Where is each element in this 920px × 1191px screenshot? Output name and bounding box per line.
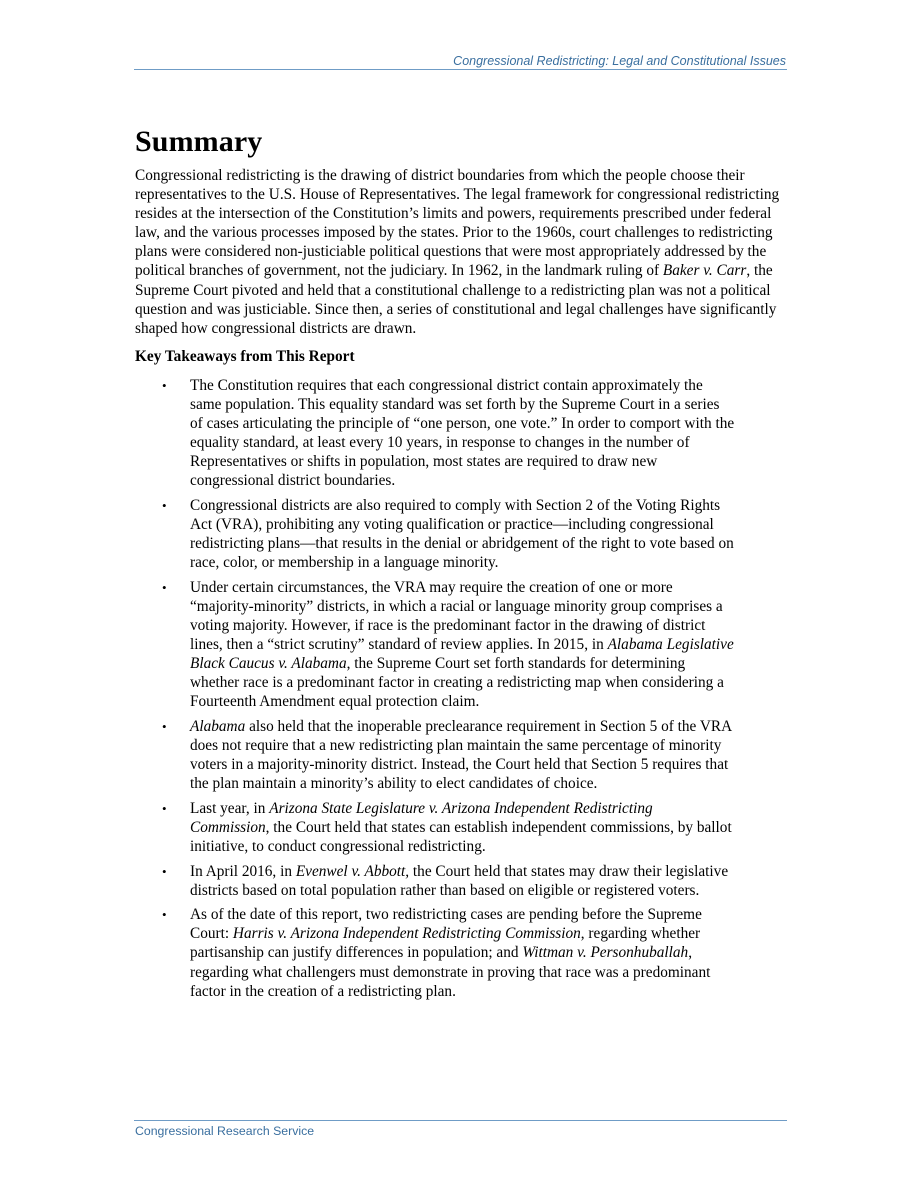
header-rule [134, 69, 787, 70]
summary-paragraph: Congressional redistricting is the drawing of district boundaries from which the people choose their representatives to the U.S. House of Representatives. The legal framework for congressional redistricting resides at the intersection of the Constitution’s limits and powers, requirements prescribed under federal law, and the various processes imposed by the states. Prior to the 1960s, court challenges to redistricting plans were considered non-justiciable political questions that were most appropriately addressed by the political branches of government, not the judiciary. In 1962, in the landmark ruling of Baker v. Carr, the Supreme Court pivoted and held that a constitutional challenge to a redistricting plan was not a political question and was justiciable. Since then, a series of constitutional and legal challenges have significantly shaped how congressional districts are drawn. [135, 167, 780, 337]
case-name: Wittman v. Personhuballah [522, 944, 689, 962]
takeaway-text: The Constitution requires that each congressional district contain approximately the same population. This equality standard was set forth by the Supreme Court in a series of cases articulating the principle of “one person, one vote.” In order to comport with the equality standard, at least every 10 years, in response to changes in the number of Representatives or shifts in population, most states are required to draw new congressional district boundaries. [190, 376, 735, 490]
case-name: Alabama Legislative Black Caucus v. Alabama [190, 636, 734, 673]
case-name: Evenwel v. Abbott, [295, 862, 410, 880]
key-takeaways-list [135, 376, 787, 1001]
case-name: Arizona State Legislature v. Arizona Independent Redistricting Commission [190, 799, 653, 836]
bullet-icon: • [162, 497, 167, 513]
case-name: Alabama [190, 717, 246, 735]
key-takeaways-heading: Key Takeaways from This Report [135, 347, 355, 365]
takeaway-item [135, 578, 735, 712]
takeaway-text: Under certain circumstances, the VRA may require the creation of one or more “majority-minority” districts, in which a racial or language minority group comprises a voting majority. However, if race is the predominant factor in the drawing of district lines, then a “strict scrutiny” standard of review applies. In 2015, in Alabama Legislative Black Caucus v. Alabama, the Supreme Court set forth standards for determining whether race is a predominant factor in creating a redistricting map when considering a Fourteenth Amendment equal protection claim. [190, 578, 734, 711]
bullet-icon: • [162, 863, 167, 879]
page-content [135, 124, 787, 1006]
takeaway-text: Alabama also held that the inoperable preclearance requirement in Section 5 of the VRA does not require that a new redistricting plan maintain the same percentage of minority voters in a majority-minority district. Instead, the Court held that Section 5 requires that the plan maintain a minority’s ability to elect candidates of choice. [190, 717, 732, 793]
running-footer: Congressional Research Service [135, 1124, 315, 1138]
takeaway-text: Last year, in Arizona State Legislature v. Arizona Independent Redistricting Commission, the Court held that states can establish independent commissions, by ballot initiative, to conduct congressional redistricting. [190, 799, 732, 855]
takeaway-text: In April 2016, in Evenwel v. Abbott, the Court held that states may draw their legislative districts based on total population rather than based on eligible or registered voters. [190, 862, 729, 899]
running-header: Congressional Redistricting: Legal and Constitutional Issues [453, 54, 786, 68]
takeaway-item [135, 799, 735, 856]
takeaway-item [135, 862, 735, 900]
takeaway-text: As of the date of this report, two redistricting cases are pending before the Supreme Court: Harris v. Arizona Independent Redistricting Commission, regarding whether partisanship can justify differences in population; and Wittman v. Personhuballah, regarding what challengers must demonstrate in proving that race was a predominant factor in the creation of a redistricting plan. [190, 906, 711, 1000]
bullet-icon: • [162, 718, 167, 734]
takeaway-text: Congressional districts are also required to comply with Section 2 of the Voting Rights Act (VRA), prohibiting any voting qualification or practice—including congressional redistricting plans—that results in the denial or abridgement of the right to vote based on race, color, or membership in a language minority. [190, 496, 734, 572]
bullet-icon: • [162, 800, 167, 816]
bullet-icon: • [162, 579, 167, 595]
footer-rule [134, 1120, 787, 1121]
takeaway-item [135, 905, 735, 1000]
takeaway-item [135, 717, 735, 793]
case-name: Harris v. Arizona Independent Redistricting Commission [232, 925, 581, 943]
takeaway-item [135, 496, 735, 572]
section-title: Summary [135, 125, 263, 158]
takeaway-item [135, 376, 735, 491]
bullet-icon: • [162, 377, 167, 393]
case-name: Baker v. Carr [662, 262, 747, 280]
bullet-icon: • [162, 907, 167, 923]
